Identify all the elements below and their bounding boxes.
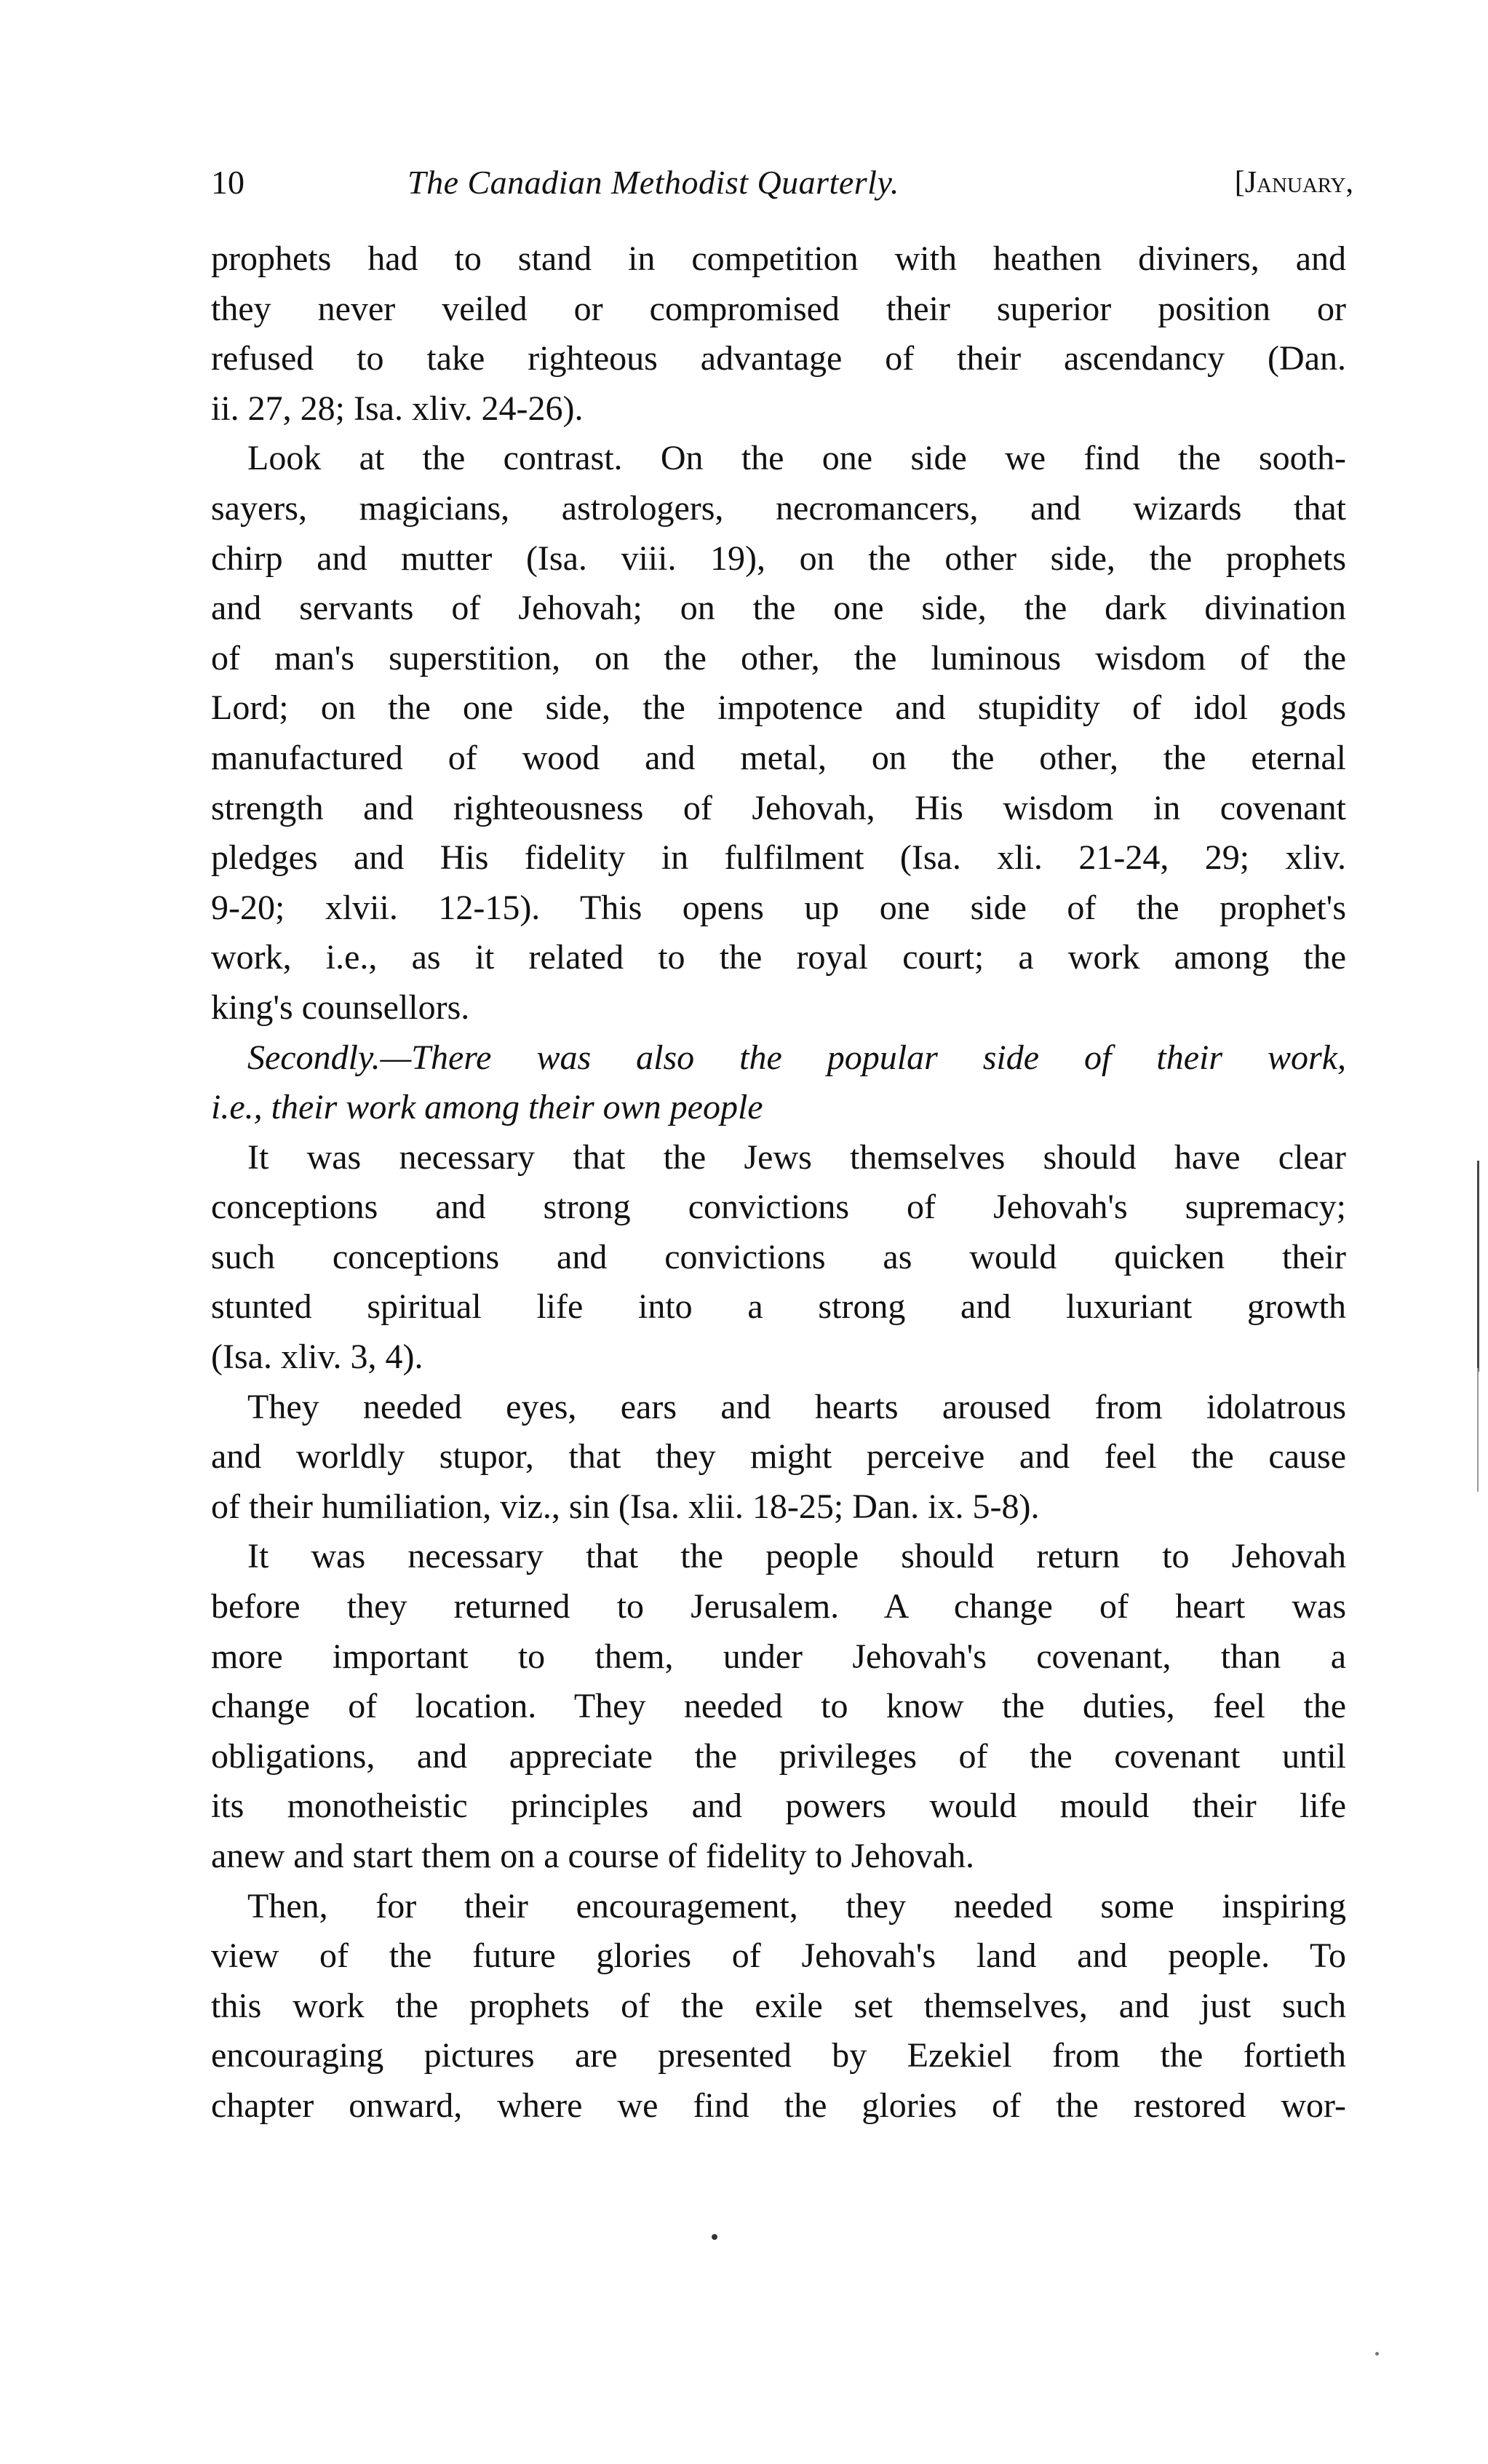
running-header (211, 156, 1353, 209)
text-line: (Isa. xliv. 3, 4). (211, 1338, 423, 1377)
text-line: refused to take righteous advantage of their ascendancy (Dan. (211, 339, 1346, 378)
text-line: Then, for their encouragement, they needed some inspiring (247, 1886, 1346, 1926)
text-line: change of location. They needed to know the duties, feel the (211, 1687, 1346, 1726)
text-line: prophets had to stand in competition with heathen diviners, and (211, 239, 1346, 278)
text-line: chirp and mutter (Isa. viii. 19), on the other side, the prophets (211, 538, 1346, 578)
text-line: more important to them, under Jehovah's covenant, than a (211, 1637, 1346, 1676)
text-line: such conceptions and convictions as would quicken their (211, 1237, 1346, 1276)
text-line: stunted spiritual life into a strong and luxuriant growth (211, 1287, 1346, 1327)
text-line: It was necessary that the people should return to Jehovah (247, 1537, 1346, 1576)
text-line: encouraging pictures are presented by Ezekiel from the fortieth (211, 2036, 1346, 2075)
text-line: before they returned to Jerusalem. A change of heart was (211, 1587, 1346, 1626)
text-line: They needed eyes, ears and hearts aroused from idolatrous (247, 1387, 1346, 1426)
text-line: they never veiled or compromised their superior position or (211, 289, 1346, 328)
text-line: i.e., their work among their own people (211, 1088, 763, 1127)
text-line: Lord; on the one side, the impotence and stupidity of idol gods (211, 688, 1346, 728)
text-line: sayers, magicians, astrologers, necromancers, and wizards that (211, 488, 1346, 528)
text-line: work, i.e., as it related to the royal court; a work among the (211, 938, 1346, 977)
text-line: obligations, and appreciate the privileges of the covenant until (211, 1736, 1346, 1776)
text-line: Look at the contrast. On the one side we find the sooth- (247, 439, 1346, 478)
text-line: anew and start them on a course of fidelity to Jehovah. (211, 1837, 975, 1875)
text-line: Secondly.—There was also the popular side of their work, (247, 1038, 1346, 1077)
scan-edge-mark (1477, 1368, 1479, 1492)
text-line: king's counsellors. (211, 987, 470, 1027)
text-line: 9-20; xlvii. 12-15). This opens up one side of the prophet's (211, 888, 1346, 927)
text-line: view of the future glories of Jehovah's land and people. To (211, 1936, 1346, 1976)
text-line: pledges and His fidelity in fulfilment (Isa. xli. 21-24, 29; xliv. (211, 838, 1346, 878)
text-line: of man's superstition, on the other, the luminous wisdom of the (211, 638, 1346, 677)
text-line: chapter onward, where we find the glories of the restored wor- (211, 2086, 1346, 2125)
text-line: ii. 27, 28; Isa. xliv. 24-26). (211, 389, 584, 428)
text-line: and worldly stupor, that they might perceive and feel the cause (211, 1437, 1346, 1477)
text-line: of their humiliation, viz., sin (Isa. xlii. 18-25; Dan. ix. 5-8). (211, 1487, 1040, 1526)
text-line: and servants of Jehovah; on the one side, the dark divination (211, 589, 1346, 628)
text-line: its monotheistic principles and powers would mould their life (211, 1787, 1346, 1826)
running-title: The Canadian Methodist Quarterly. (407, 164, 899, 201)
text-line: this work the prophets of the exile set themselves, and just such (211, 1986, 1346, 2025)
text-line: conceptions and strong convictions of Jehovah's supremacy; (211, 1188, 1346, 1227)
printer-dot-mark (712, 2234, 717, 2240)
corner-speck-mark (1375, 2352, 1379, 2356)
running-date: [January, (1234, 166, 1353, 199)
page-number: 10 (211, 164, 244, 201)
scan-edge-mark (1477, 1161, 1479, 1372)
text-line: strength and righteousness of Jehovah, His wisdom in covenant (211, 788, 1346, 827)
text-line: It was necessary that the Jews themselves should have clear (247, 1137, 1346, 1177)
body-text (211, 234, 1346, 2131)
text-line: manufactured of wood and metal, on the other, the eternal (211, 738, 1346, 777)
